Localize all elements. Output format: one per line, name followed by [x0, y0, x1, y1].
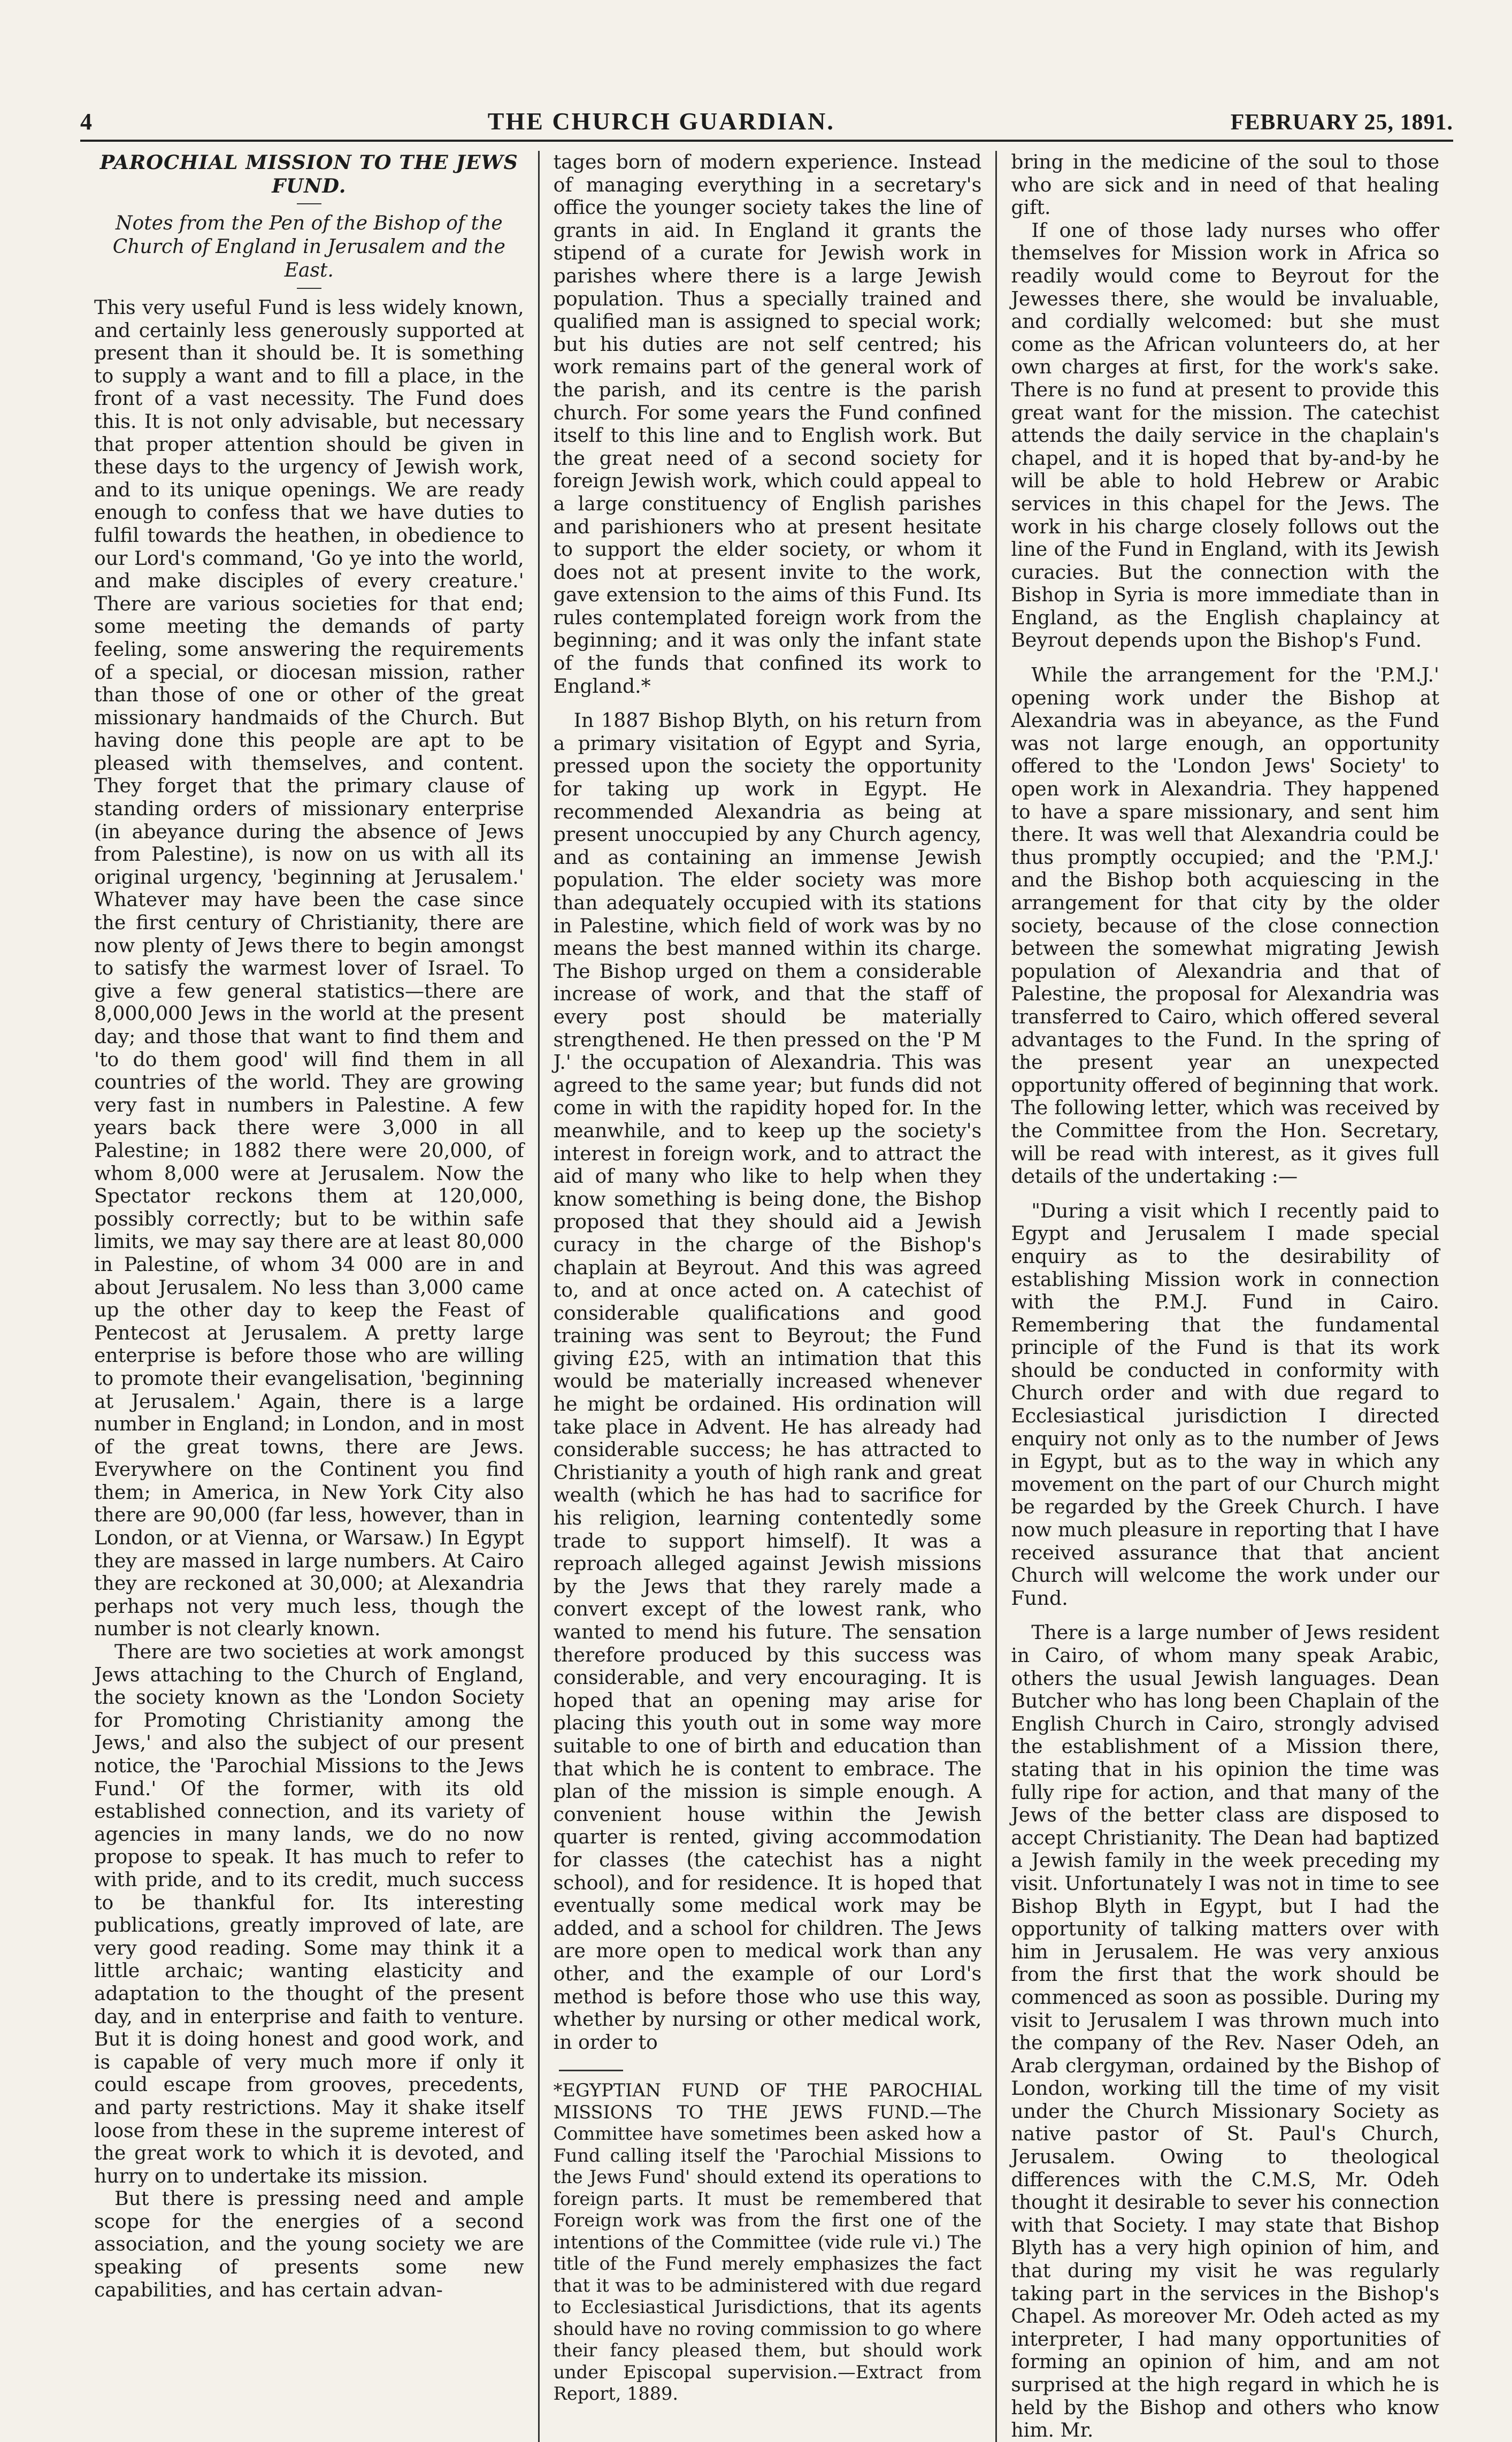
- paragraph: But there is pressing need and ample scope for the energies of a second association, and the young society we are speaking of presents some new capabilities, and has certain advan-: [94, 2187, 524, 2301]
- article-subtitle: Notes from the Pen of the Bishop of the Church of England in Jerusalem and the East.: [112, 212, 505, 281]
- subtitle-rule: [297, 288, 321, 289]
- page-number: 4: [80, 109, 92, 135]
- article-columns: [80, 150, 1453, 2442]
- paragraph: This very useful Fund is less widely known, and certainly less generously supported at present than it should be. It is something to supply a want and to fill a place, in the front of a vast necessity. The Fund does this. It is not only advisable, but necessary that proper attention should be given in these days to the urgency of Jewish work, and to its unique openings. We are ready enough to confess that we have duties to fulfil towards the heathen, in obedience to our Lord's command, 'Go ye into the world, and make disciples of every creature.' There are various societies for that end; some meeting the demands of party feeling, some answering the requirements of a special, or diocesan mission, rather than those of one or other of the great missionary handmaids of the Church. But having done this people are apt to be pleased with themselves, and content. They forget that the primary clause of standing orders of missionary enterprise (in abeyance during the absence of Jews from Palestine), is now on us with all its original urgency, 'beginning at Jerusalem.' Whatever may have been the case since the first century of Christianity, there are now plenty of Jews there to begin amongst to satisfy the warmest lover of Israel. To give a few general statistics—there are 8,000,000 Jews in the world at the present day; and those that want to find them and 'to do them good' will find them in all countries of the world. They are growing very fast in numbers in Palestine. A few years back there were 3,000 in all Palestine; in 1882 there were 20,000, of whom 8,000 were at Jerusalem. Now the Spectator reckons them at 120,000, possibly correctly; but to be within safe limits, we may say there are at least 80,000 in Palestine, of whom 34 000 are in and about Jerusalem. No less than 3,000 came up the other day to keep the Feast of Pentecost at Jerusalem. A pretty large enterprise is before those who are willing to promote their evangelisation, 'beginning at Jerusalem.' Again, there is a large number in England; in London, and in most of the great towns, there are Jews. Everywhere on the Continent you find them; in America, in New York City also there are 90,000 (far less, however, than in London, or at Vienna, or Warsaw.) In Egypt they are massed in large numbers. At Cairo they are reckoned at 30,000; at Alexandria perhaps not very much less, though the number is not clearly known.: [94, 296, 524, 1641]
- column-1: [80, 151, 538, 2442]
- paragraph: In 1887 Bishop Blyth, on his return from a primary visitation of Egypt and Syria, pressed upon the society the opportunity for taking up work in Egypt. He recommended Alexandria as being at present unoccupied by any Church agency, and as containing an immense Jewish population. The elder society was more than adequately occupied with its stations in Palestine, which field of work was by no means the best manned within its charge. The Bishop urged on them a considerable increase of work, and that the staff of every post should be materially strengthened. He then pressed on the 'P M J.' the occupation of Alexandria. This was agreed to the same year; but funds did not come in with the rapidity hoped for. In the meanwhile, and to keep up the society's interest in foreign work, and to attract the aid of many who like to help when they know something is being done, the Bishop proposed that they should aid a Jewish curacy in the charge of the Bishop's chaplain at Beyrout. And this was agreed to, and at once acted on. A catechist of considerable qualifications and good training was sent to Beyrout; the Fund giving £25, with an intimation that this would be materially increased whenever he might be ordained. His ordination will take place in Advent. He has already had considerable success; he has attracted to Christianity a youth of high rank and great wealth (which he has had to sacrifice for his religion, learning contentedly some trade to support himself). It was a reproach alleged against Jewish missions by the Jews that they rarely made a convert except of the lowest rank, who wanted to mend his future. The sensation therefore produced by this success was considerable, and very encouraging. It is hoped that an opening may arise for placing this youth out in some way more suitable to one of birth and education than that which he is content to embrace. The plan of the mission is simple enough. A convenient house within the Jewish quarter is rented, giving accommodation for classes (the catechist has a night school), and for residence. It is hoped that eventually some medical work may be added, and a school for children. The Jews are more open to medical work than any other, and the example of our Lord's method is before those who use this way, whether by nursing or other medical work, in order to: [553, 709, 982, 2054]
- article-title: PAROCHIAL MISSION TO THE JEWS FUND.: [99, 151, 518, 197]
- footnote-rule: [559, 2070, 623, 2071]
- paragraph: tages born of modern experience. Instead of managing everything in a secretary's office the younger society takes the line of grants in aid. In England it grants the stipend of a curate for Jewish work in parishes where there is a large Jewish population. Thus a specially trained and qualified man is assigned to special work; but his duties are not self centred; his work remains part of the general work of the parish, and its centre is the parish church. For some years the Fund confined itself to this line and to English work. But the great need of a second society for foreign Jewish work, which could appeal to a large constituency of English parishes and parishioners who at present hesitate to support the elder society, or whom it does not at present invite to the work, gave extension to the aims of this Fund. Its rules contemplated foreign work from the beginning; and it was only the infant state of the funds that confined its work to England.*: [553, 150, 982, 698]
- newspaper-title: THE CHURCH GUARDIAN.: [487, 108, 835, 135]
- paragraph: There is a large number of Jews resident in Cairo, of whom many speak Arabic, others the usual Jewish languages. Dean Butcher who has long been Chaplain of the English Church in Cairo, strongly advised the establishment of a Mission there, stating that in his opinion the time was fully ripe for action, and that many of the Jews of the better class are disposed to accept Christianity. The Dean had baptized a Jewish family in the week preceding my visit. Unfortunately I was not in time to see Bishop Blyth in Egypt, but I had the opportunity of talking matters over with him in Jerusalem. He was very anxious from the first that the work should be commenced as soon as possible. During my visit to Jerusalem I was thrown much into the company of the Rev. Naser Odeh, an Arab clergyman, ordained by the Bishop of London, working till the time of my visit under the Church Missionary Society as native pastor of St. Paul's Church, Jerusalem. Owing to theological differences with the C.M.S, Mr. Odeh thought it desirable to sever his connection with that Society. I may state that Bishop Blyth has a very high opinion of him, and that during my visit he was regularly taking part in the services in the Bishop's Chapel. As moreover Mr. Odeh acted as my interpreter, I had many opportunities of forming an opinion of him, and am not surprised at the high regard in which he is held by the Bishop and others who know him. Mr.: [1011, 1621, 1439, 2442]
- paragraph: While the arrangement for the 'P.M.J.' opening work under the Bishop at Alexandria was in abeyance, as the Fund was not large enough, an opportunity offered to the 'London Jews' Society' to open work in Alexandria. They happened to have a spare missionary, and sent him there. It was well that Alexandria could be thus promptly occupied; and the 'P.M.J.' and the Bishop both acquiescing in the arrangement for that city by the older society, because of the close connection between the somewhat migrating Jewish population of Alexandria and that of Palestine, the proposal for Alexandria was transferred to Cairo, which offered several advantages to the Fund. In the spring of the present year an unexpected opportunity offered of beginning that work. The following letter, which was received by the Committee from the Hon. Secretary, will be read with interest, as it gives full details of the undertaking :—: [1011, 663, 1439, 1188]
- paragraph: If one of those lady nurses who offer themselves for Mission work in Africa so readily would come to Beyrout for the Jewesses there, she would be invaluable, and cordially welcomed: but she must come as the African volunteers do, at her own charges at first, for the work's sake. There is no fund at present to provide this great want for the mission. The catechist attends the daily service in the chaplain's chapel, and it is hoped that by-and-by he will be able to hold Hebrew or Arabic services in this chapel for the Jews. The work in his charge closely follows out the line of the Fund in England, with its Jewish curacies. But the connection with the Bishop in Syria is more immediate than in England, as the English chaplaincy at Beyrout depends upon the Bishop's Fund.: [1011, 218, 1439, 652]
- footnote: [554, 2080, 982, 2405]
- column-3: [995, 151, 1453, 2442]
- title-rule: [297, 203, 321, 204]
- paragraph: There are two societies at work amongst Jews attaching to the Church of England, the society known as the 'London Society for Promoting Christianity among the Jews,' and also the subject of our present notice, the 'Parochial Missions to the Jews Fund.' Of the former, with its old established connection, and its variety of agencies in many lands, we do no now propose to speak. It has much to refer to with pride, and to its credit, much success to be thankful for. Its interesting publications, greatly improved of late, are very good reading. Some may think it a little archaic; wanting elasticity and adaptation to the thought of the present day, and in enterprise and faith to venture. But it is doing honest and good work, and is capable of very much more if only it could escape from grooves, precedents, and party restrictions. May it shake itself loose from these in the supreme interest of the great work to which it is devoted, and hurry on to undertake its mission.: [94, 1640, 524, 2187]
- issue-date: FEBRUARY 25, 1891.: [1230, 110, 1453, 135]
- column-2: [538, 151, 996, 2442]
- paragraph: bring in the medicine of the soul to those who are sick and in need of that healing gift.: [1011, 150, 1439, 219]
- masthead: [80, 94, 1453, 142]
- paragraph: "During a visit which I recently paid to Egypt and Jerusalem I made special enquiry as to the desirability of establishing Mission work in connection with the P.M.J. Fund in Cairo. Remembering that the fundamental principle of the Fund is that its work should be conducted in conformity with Church order and with due regard to Ecclesiastical jurisdiction I directed enquiry not only as to the number of Jews in Egypt, but as to the way in which any movement on the part of our Church might be regarded by the Greek Church. I have now much pleasure in reporting that I have received assurance that that ancient Church will welcome the work under our Fund.: [1011, 1199, 1439, 1610]
- footnote-text: *EGYPTIAN FUND OF THE PAROCHIAL MISSIONS TO THE JEWS FUND.—The Committee have sometimes been asked how a Fund calling itself the 'Parochial Missions to the Jews Fund' should extend its operations to foreign parts. It must be remembered that Foreign work was from the first one of the intentions of the Committee (vide rule vi.) The title of the Fund merely emphasizes the fact that it was to be administered with due regard to Ecclesiastical Jurisdictions, that its agents should have no roving commission to go where their fancy pleased them, but should work under Episcopal supervision.—Extract from Report, 1889.: [553, 2080, 982, 2405]
